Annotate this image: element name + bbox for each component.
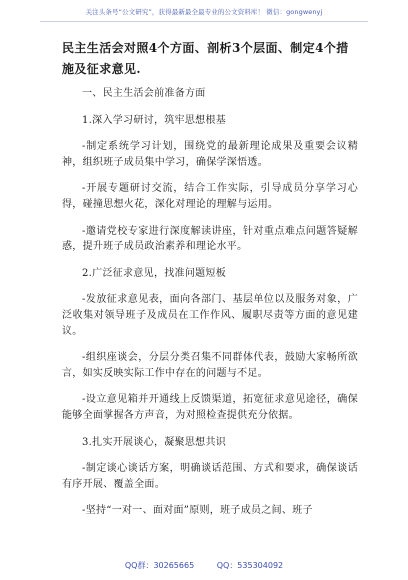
page-footer bbox=[0, 557, 408, 575]
paragraph: -发放征求意见表，面向各部门、基层单位以及服务对象，广泛收集对领导班子及成员在工作作风、履职尽责等方面的意见建议。 bbox=[62, 294, 358, 337]
paragraph: -开展专题研讨交流，结合工作实际，引导成员分享学习心得，碰撞思想火花，深化对理论的理解与运用。 bbox=[62, 183, 358, 210]
document-body bbox=[62, 38, 358, 530]
document-title: 民主生活会对照4个方面、剖析3个层面、制定4个措施及征求意见. bbox=[62, 41, 349, 76]
paragraph: -邀请党校专家进行深度解读讲座，针对重点难点问题答疑解惑，提升班子成员政治素养和理论水平。 bbox=[62, 225, 358, 253]
subsection-heading: 1.深入学习研讨，筑牢思想根基 bbox=[82, 114, 227, 126]
paragraph: -设立意见箱并开通线上反馈渠道，拓宽征求意见途径，确保能够全面掌握各方声音，为对照检查提供充分依据。 bbox=[62, 394, 358, 421]
header-divider bbox=[40, 21, 368, 22]
paragraph: -坚持“一对一、面对面”原则，班子成员之间、班子 bbox=[82, 505, 313, 517]
footer-qq-group: QQ群：30265665 bbox=[124, 561, 195, 570]
subsection-heading: 3.扎实开展谈心，凝聚思想共识 bbox=[82, 436, 227, 448]
paragraph: -制定系统学习计划，围绕党的最新理论成果及重要会议精神，组织班子成员集中学习，确保学深悟透。 bbox=[62, 141, 358, 168]
footer-qq: QQ：535304092 bbox=[216, 561, 284, 570]
paragraph: -组织座谈会，分层分类召集不同群体代表，鼓励大家畅所欲言，如实反映实际工作中存在的问题与不足。 bbox=[62, 352, 358, 379]
subsection-heading: 2.广泛征求意见，找准问题短板 bbox=[82, 267, 227, 279]
page-header-banner: 关注头条号“公文研究”，获得最新最全最专业的公文资料库！ 微信：gongwenyj bbox=[85, 8, 323, 16]
section-heading: 一、民主生活会前准备方面 bbox=[82, 88, 206, 99]
paragraph: -制定谈心谈话方案，明确谈话范围、方式和要求，确保谈话有序开展、覆盖全面。 bbox=[62, 463, 358, 490]
